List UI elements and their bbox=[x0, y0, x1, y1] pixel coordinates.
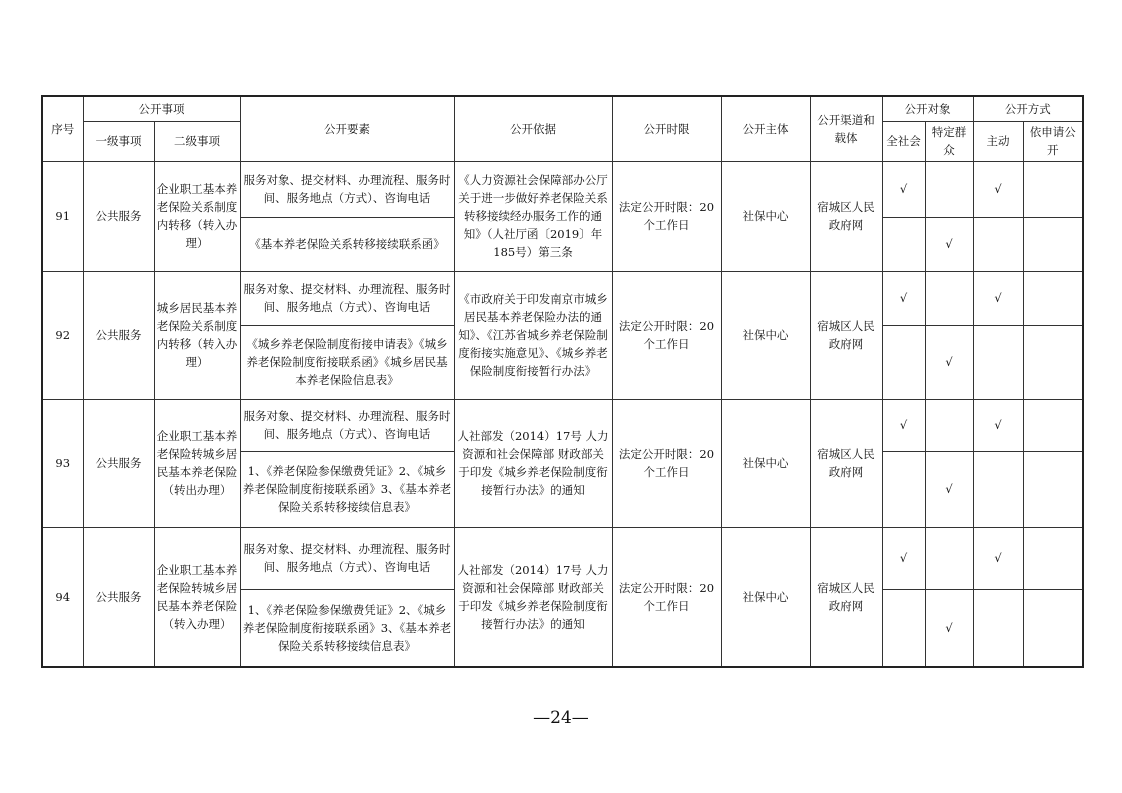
row-subject: 社保中心 bbox=[721, 161, 810, 271]
check-mark: √ bbox=[925, 589, 973, 667]
header-level2: 二级事项 bbox=[154, 121, 240, 161]
check-mark bbox=[973, 589, 1023, 667]
check-mark: √ bbox=[882, 161, 925, 217]
row-elements-b: 1、《养老保险参保缴费凭证》2、《城乡养老保险制度衔接联系函》3、《基本养老保险关系转移接续信息表》 bbox=[240, 451, 454, 527]
check-mark bbox=[1023, 325, 1083, 399]
row-seq: 93 bbox=[42, 399, 83, 527]
check-mark bbox=[1023, 161, 1083, 217]
check-mark: √ bbox=[882, 271, 925, 325]
header-method: 公开方式 bbox=[973, 96, 1083, 121]
check-mark bbox=[1023, 527, 1083, 589]
row-basis: 《人力资源社会保障部办公厅关于进一步做好养老保险关系转移接续经办服务工作的通知》（人社厅函〔2019〕年185号）第三条 bbox=[454, 161, 612, 271]
header-method-request: 依申请公开 bbox=[1023, 121, 1083, 161]
check-mark bbox=[1023, 399, 1083, 451]
row-subject: 社保中心 bbox=[721, 271, 810, 399]
disclosure-table bbox=[41, 95, 1084, 668]
check-mark: √ bbox=[925, 451, 973, 527]
row-seq: 91 bbox=[42, 161, 83, 271]
check-mark bbox=[973, 217, 1023, 271]
row-elements-a: 服务对象、提交材料、办理流程、服务时间、服务地点（方式）、咨询电话 bbox=[240, 271, 454, 325]
check-mark bbox=[882, 217, 925, 271]
header-target-specific: 特定群众 bbox=[925, 121, 973, 161]
check-mark: √ bbox=[882, 527, 925, 589]
check-mark bbox=[925, 527, 973, 589]
table-row bbox=[42, 271, 1083, 325]
row-elements-a: 服务对象、提交材料、办理流程、服务时间、服务地点（方式）、咨询电话 bbox=[240, 527, 454, 589]
row-channel: 宿城区人民政府网 bbox=[810, 527, 882, 667]
row-elements-b: 《城乡养老保险制度衔接申请表》《城乡养老保险制度衔接联系函》《城乡居民基本养老保险信息表》 bbox=[240, 325, 454, 399]
check-mark: √ bbox=[973, 161, 1023, 217]
check-mark: √ bbox=[973, 271, 1023, 325]
row-elements-b: 《基本养老保险关系转移接续联系函》 bbox=[240, 217, 454, 271]
header-method-active: 主动 bbox=[973, 121, 1023, 161]
row-level2: 企业职工基本养老保险转城乡居民基本养老保险（转入办理） bbox=[154, 527, 240, 667]
row-level2: 企业职工基本养老保险关系制度内转移（转入办理） bbox=[154, 161, 240, 271]
row-channel: 宿城区人民政府网 bbox=[810, 399, 882, 527]
check-mark bbox=[1023, 589, 1083, 667]
row-level2: 企业职工基本养老保险转城乡居民基本养老保险（转出办理） bbox=[154, 399, 240, 527]
page-number: —24— bbox=[533, 708, 589, 728]
row-elements-a: 服务对象、提交材料、办理流程、服务时间、服务地点（方式）、咨询电话 bbox=[240, 161, 454, 217]
row-channel: 宿城区人民政府网 bbox=[810, 161, 882, 271]
check-mark: √ bbox=[925, 325, 973, 399]
header-channel: 公开渠道和载体 bbox=[810, 96, 882, 161]
row-basis: 人社部发（2014）17号 人力资源和社会保障部 财政部关于印发《城乡养老保险制度衔接暂行办法》的通知 bbox=[454, 527, 612, 667]
row-seq: 92 bbox=[42, 271, 83, 399]
row-time-limit: 法定公开时限：20个工作日 bbox=[612, 399, 721, 527]
row-level1: 公共服务 bbox=[83, 399, 154, 527]
check-mark bbox=[882, 589, 925, 667]
row-level2: 城乡居民基本养老保险关系制度内转移（转入办理） bbox=[154, 271, 240, 399]
header-elements: 公开要素 bbox=[240, 96, 454, 161]
check-mark bbox=[973, 451, 1023, 527]
row-subject: 社保中心 bbox=[721, 399, 810, 527]
header-target-all: 全社会 bbox=[882, 121, 925, 161]
row-seq: 94 bbox=[42, 527, 83, 667]
check-mark bbox=[925, 161, 973, 217]
row-channel: 宿城区人民政府网 bbox=[810, 271, 882, 399]
header-subject: 公开主体 bbox=[721, 96, 810, 161]
check-mark bbox=[973, 325, 1023, 399]
check-mark: √ bbox=[925, 217, 973, 271]
check-mark bbox=[882, 325, 925, 399]
check-mark bbox=[1023, 451, 1083, 527]
row-basis: 《市政府关于印发南京市城乡居民基本养老保险办法的通知》、《江苏省城乡养老保险制度衔接实施意见》、《城乡养老保险制度衔接暂行办法》 bbox=[454, 271, 612, 399]
header-seq: 序号 bbox=[42, 96, 83, 161]
check-mark bbox=[1023, 271, 1083, 325]
table-row bbox=[42, 161, 1083, 217]
header-time-limit: 公开时限 bbox=[612, 96, 721, 161]
check-mark bbox=[925, 399, 973, 451]
row-basis: 人社部发（2014）17号 人力资源和社会保障部 财政部关于印发《城乡养老保险制度衔接暂行办法》的通知 bbox=[454, 399, 612, 527]
check-mark: √ bbox=[973, 527, 1023, 589]
row-subject: 社保中心 bbox=[721, 527, 810, 667]
header-public-items: 公开事项 bbox=[83, 96, 240, 121]
row-time-limit: 法定公开时限：20个工作日 bbox=[612, 161, 721, 271]
row-time-limit: 法定公开时限：20个工作日 bbox=[612, 271, 721, 399]
table-row bbox=[42, 399, 1083, 451]
row-elements-a: 服务对象、提交材料、办理流程、服务时间、服务地点（方式）、咨询电话 bbox=[240, 399, 454, 451]
check-mark: √ bbox=[882, 399, 925, 451]
row-elements-b: 1、《养老保险参保缴费凭证》2、《城乡养老保险制度衔接联系函》3、《基本养老保险关系转移接续信息表》 bbox=[240, 589, 454, 667]
header-basis: 公开依据 bbox=[454, 96, 612, 161]
table-row bbox=[42, 527, 1083, 589]
row-time-limit: 法定公开时限：20个工作日 bbox=[612, 527, 721, 667]
row-level1: 公共服务 bbox=[83, 527, 154, 667]
header-target: 公开对象 bbox=[882, 96, 973, 121]
header-level1: 一级事项 bbox=[83, 121, 154, 161]
check-mark: √ bbox=[973, 399, 1023, 451]
check-mark bbox=[925, 271, 973, 325]
check-mark bbox=[1023, 217, 1083, 271]
row-level1: 公共服务 bbox=[83, 161, 154, 271]
row-level1: 公共服务 bbox=[83, 271, 154, 399]
check-mark bbox=[882, 451, 925, 527]
